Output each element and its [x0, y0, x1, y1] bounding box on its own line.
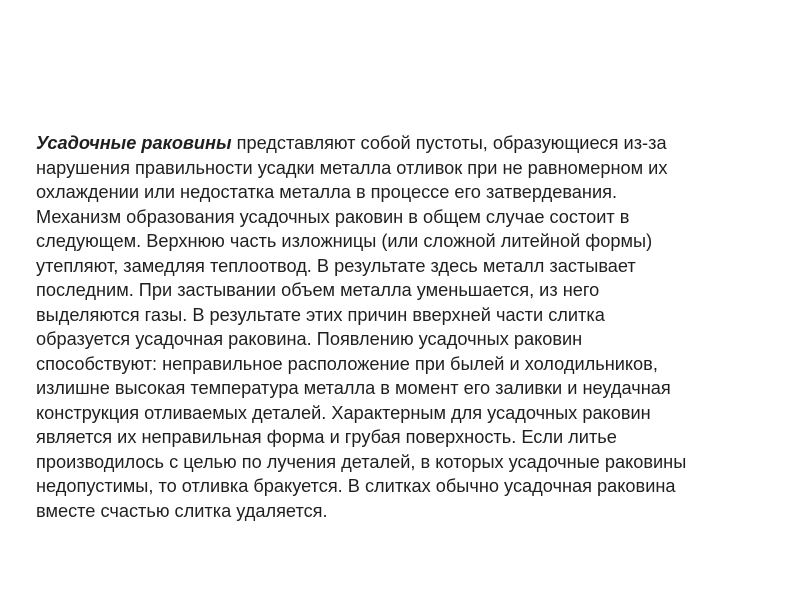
text-line: образуется усадочная раковина. Появлению усадочных раковин [36, 329, 583, 349]
text-line: излишне высокая температура металла в момент его заливки и неудачная [36, 378, 671, 398]
text-line: охлаждении или недостатка металла в процессе его затвердевания. [36, 182, 618, 202]
body-text [36, 131, 766, 523]
text-line: последним. При застывании объем металла уменьшается, из него [36, 280, 600, 300]
text-line: конструкция отливаемых деталей. Характерным для усадочных раковин [36, 402, 651, 423]
text-line: Механизм образования усадочных раковин в общем случае состоит в [36, 206, 630, 227]
text-line-rest: представляют собой пустоты, образующиеся из-за [231, 133, 667, 153]
term-heading: Усадочные раковины [36, 133, 232, 153]
text-line: вместе счастью слитка удаляется. [36, 500, 328, 521]
text-line: следующем. Верхнюю часть изложницы (или сложной литейной формы) [36, 231, 653, 251]
text-line: выделяются газы. В результате этих причин вверхней части слитка [36, 304, 605, 325]
text-line: утепляют, замедляя теплоотвод. В результате здесь металл застывает [36, 255, 636, 276]
text-line: недопустимы, то отливка бракуется. В слитках обычно усадочная раковина [36, 476, 676, 496]
text-line: нарушения правильности усадки металла отливок при не равномерном их [36, 157, 668, 178]
text-line: способствуют: неправильное расположение при былей и холодильников, [36, 353, 658, 374]
text-line: производилось с целью по лучения деталей, в которых усадочные раковины [36, 451, 687, 472]
text-line [36, 131, 766, 156]
text-line: является их неправильная форма и грубая поверхность. Если литье [36, 427, 617, 447]
